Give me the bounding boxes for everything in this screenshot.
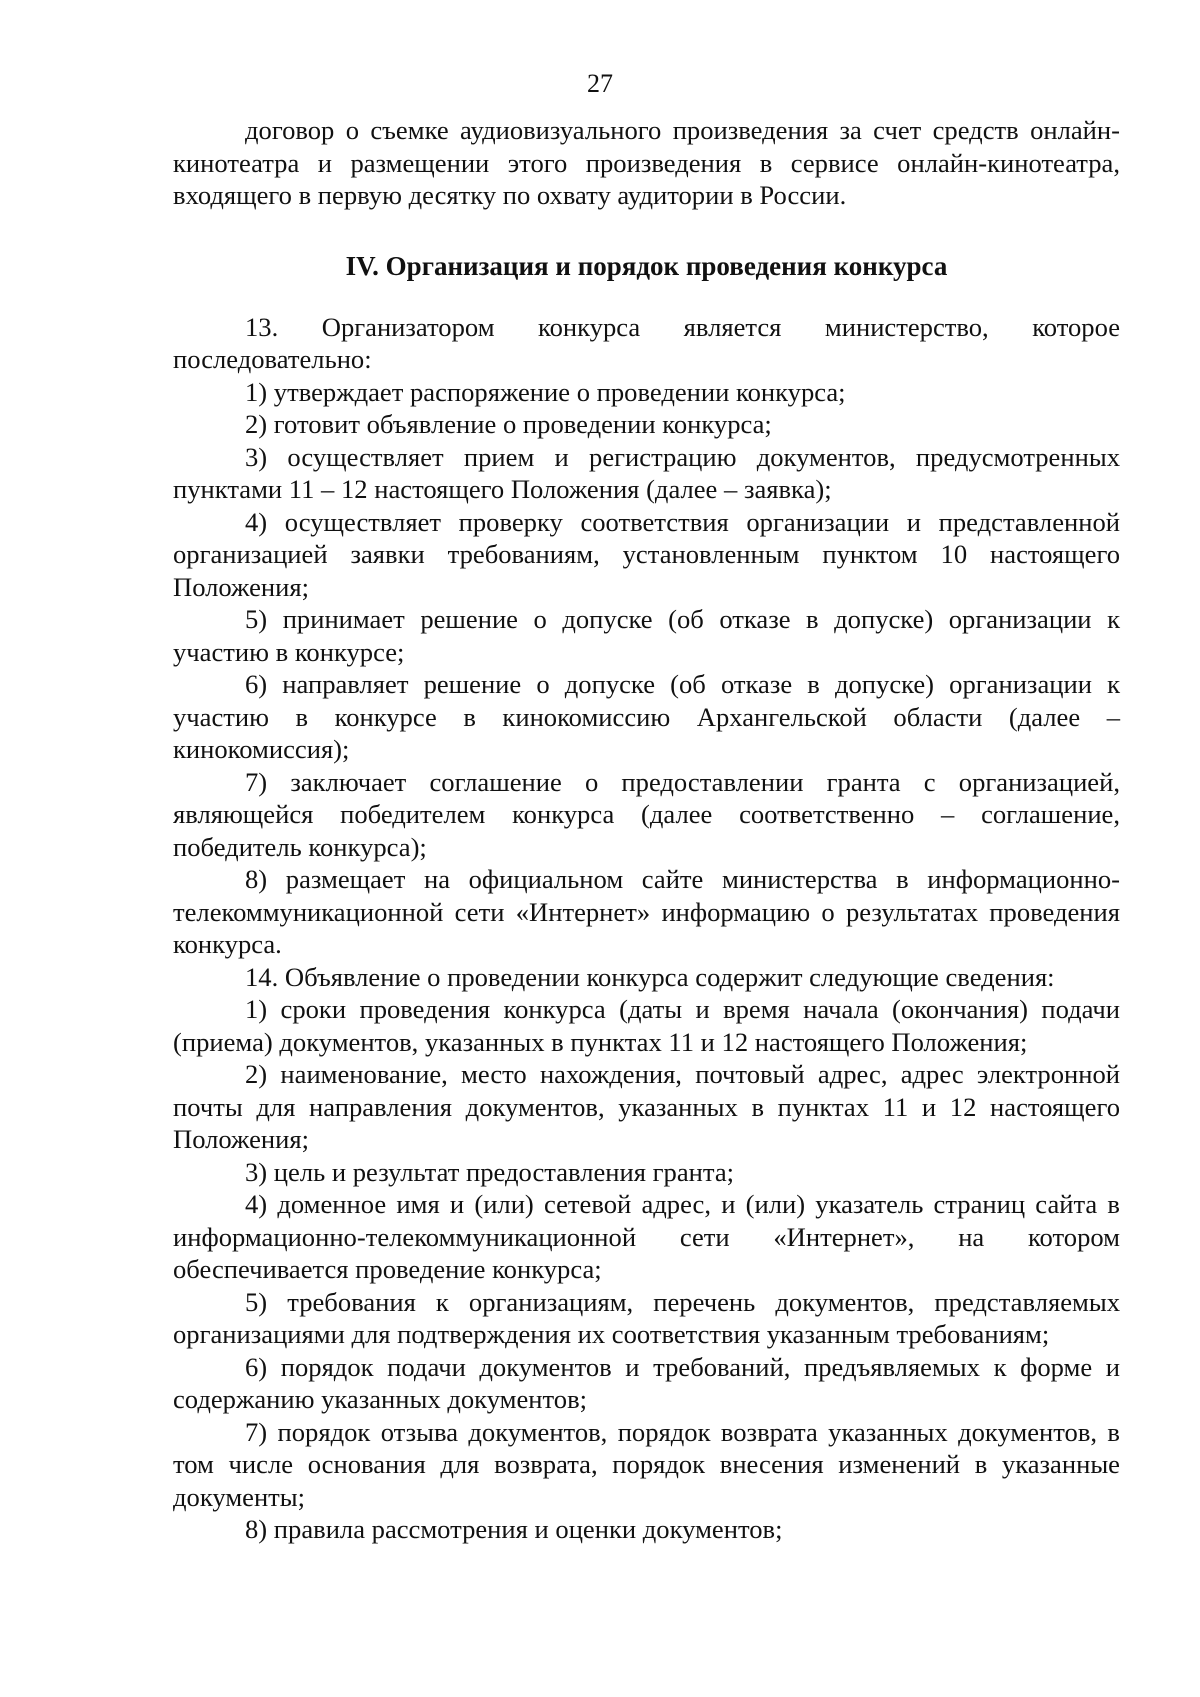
paragraph-13-item: 2) готовит объявление о проведении конкурса;	[245, 409, 772, 439]
paragraph-14-item: 5) требования к организациям, перечень документов, представляемых организациями для подтверждения их соответствия указанным требованиям;	[173, 1286, 1120, 1349]
paragraph-14-item: 2) наименование, место нахождения, почтовый адрес, адрес электронной почты для направления документов, указанных в пунктах 11 и 12 настоящего Положения;	[173, 1059, 1120, 1154]
paragraph-13-item: 4) осуществляет проверку соответствия организации и представленной организацией заявки требованиям, установленным пунктом 10 настоящего Положения;	[173, 506, 1120, 602]
paragraph-14-item: 4) доменное имя и (или) сетевой адрес, и (или) указатель страниц сайта в информационно-телекоммуникационной сети «Интернет», на котором обеспечивается проведение конкурса;	[173, 1189, 1120, 1284]
paragraph-14-item: 1) сроки проведения конкурса (даты и время начала (окончания) подачи (приема) документов, указанных в пунктах 11 и 12 настоящего Положения;	[173, 994, 1120, 1057]
page-number: 27	[587, 69, 613, 98]
paragraph-13-item: 8) размещает на официальном сайте министерства в информационно-телекоммуникационной сети «Интернет» информацию о результатах проведения конкурса.	[173, 864, 1120, 959]
intro-paragraph: договор о съемке аудиовизуального произведения за счет средств онлайн-кинотеатра и размещении этого произведения в сервисе онлайн-кинотеатра, входящего в первую десятку по охвату аудитории в России.	[173, 115, 1120, 210]
paragraph-13-item: 7) заключает соглашение о предоставлении гранта с организацией, являющейся победителем конкурса (далее соответственно – соглашение, победитель конкурса);	[173, 766, 1120, 862]
paragraph-13-item: 3) осуществляет прием и регистрацию документов, предусмотренных пунктами 11 – 12 настоящего Положения (далее – заявка);	[173, 441, 1120, 504]
paragraph-13-item: 1) утверждает распоряжение о проведении конкурса;	[245, 376, 846, 407]
paragraph-13-item: 5) принимает решение о допуске (об отказе в допуске) организации к участию в конкурсе;	[173, 604, 1120, 667]
paragraph-14-item: 7) порядок отзыва документов, порядок возврата указанных документов, в том числе основания для возврата, порядок внесения изменений в указанные документы;	[173, 1416, 1120, 1512]
paragraph-14-intro: 14. Объявление о проведении конкурса содержит следующие сведения:	[245, 961, 1055, 992]
paragraph-14-item: 8) правила рассмотрения и оценки документов;	[245, 1514, 783, 1544]
paragraph-13-item: 6) направляет решение о допуске (об отказе в допуске) организации к участию в конкурсе в кинокомиссию Архангельской области (далее – кинокомиссия);	[173, 669, 1120, 764]
document-body	[173, 114, 1120, 1546]
paragraph-14-item: 3) цель и результат предоставления гранта;	[245, 1156, 735, 1187]
paragraph-13-intro: 13. Организатором конкурса является министерство, которое последовательно:	[173, 311, 1120, 374]
paragraph-14-item: 6) порядок подачи документов и требований, предъявляемых к форме и содержанию указанных документов;	[173, 1351, 1120, 1414]
section-heading: IV. Организация и порядок проведения конкурса	[345, 250, 948, 281]
